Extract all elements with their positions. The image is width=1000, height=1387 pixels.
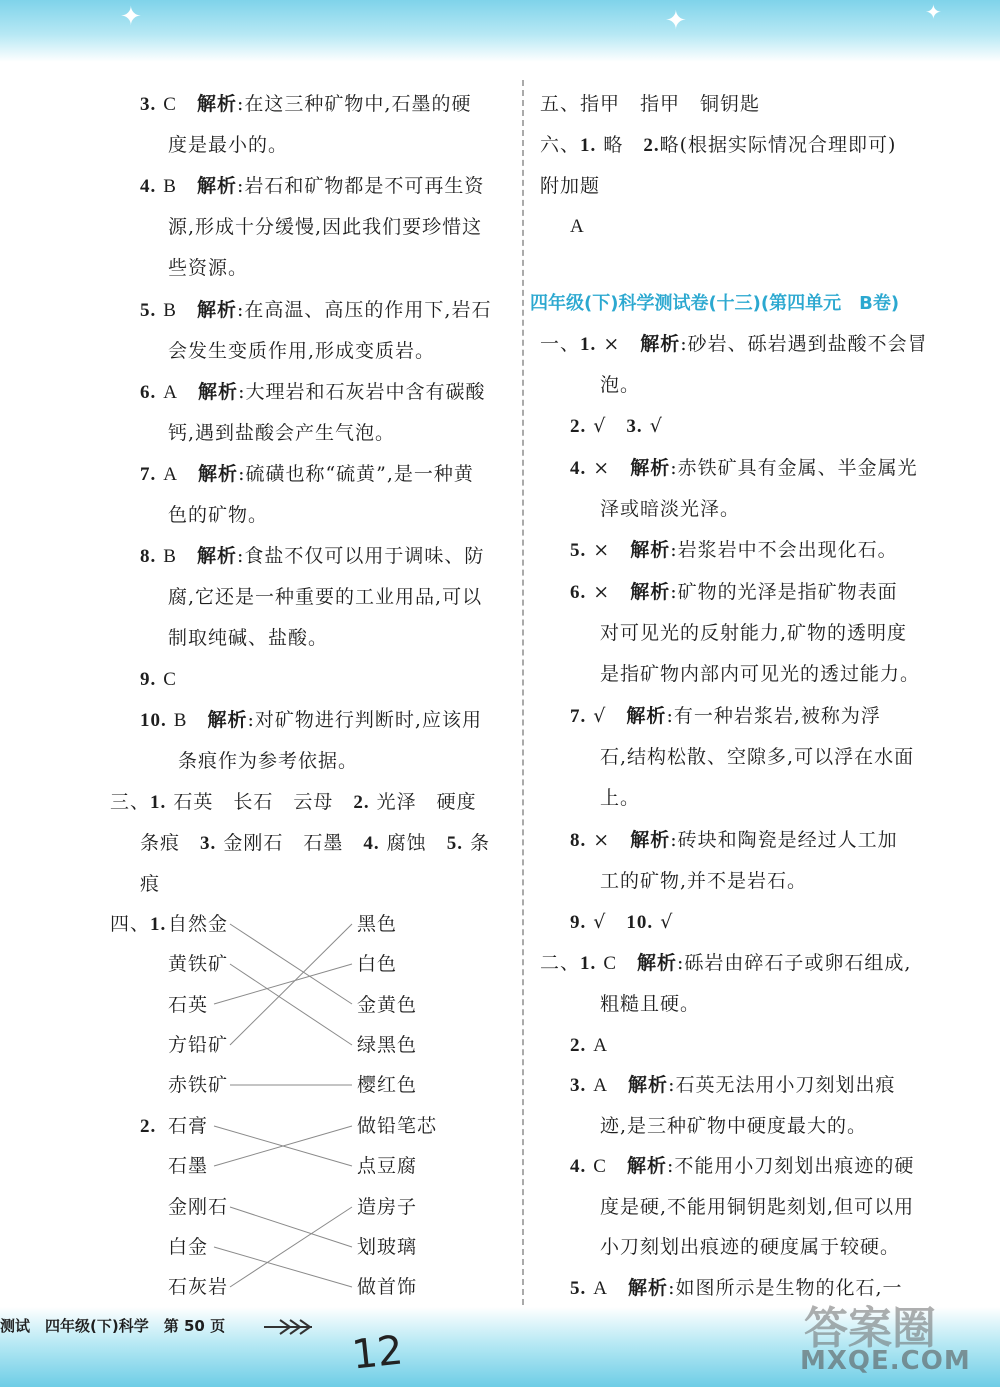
match2-right-4: 做首饰 bbox=[357, 1276, 418, 1298]
match-line bbox=[230, 1207, 352, 1247]
match1-right-0: 黑色 bbox=[357, 913, 398, 935]
s1-q1-cont: 泡。 bbox=[600, 374, 641, 396]
match2-left-3: 白金 bbox=[168, 1236, 209, 1258]
match-line bbox=[214, 964, 352, 1004]
match2-right-3: 划玻璃 bbox=[357, 1236, 418, 1258]
s2-q4-cont2: 小刀刻划出痕迹的硬度属于较硬。 bbox=[600, 1236, 901, 1258]
answer-q7: 7. A 解析:硫磺也称“硫黄”,是一种黄 bbox=[140, 463, 474, 485]
match2-left-1: 石墨 bbox=[168, 1155, 209, 1177]
s1-q7-cont: 石,结构松散、空隙多,可以浮在水面 bbox=[600, 746, 915, 768]
match1-right-2: 金黄色 bbox=[357, 994, 418, 1016]
section3-line3: 痕 bbox=[140, 873, 161, 895]
s1-q8: 8. × 解析:砖块和陶瓷是经过人工加 bbox=[570, 829, 898, 851]
section4-q2-label: 2. bbox=[140, 1116, 157, 1137]
match2-right-0: 做铅笔芯 bbox=[357, 1115, 438, 1137]
answer-q7-cont: 色的矿物。 bbox=[168, 504, 269, 526]
page-footer: 测试 四年级(下)科学 第 50 页 bbox=[0, 1317, 226, 1335]
watermark-title: 答案圈 bbox=[804, 1303, 936, 1354]
match1-left-1: 黄铁矿 bbox=[168, 953, 229, 975]
answer-q3: 3. C 解析:在这三种矿物中,石墨的硬 bbox=[140, 93, 472, 115]
answer-q10: 10. B 解析:对矿物进行判断时,应该用 bbox=[140, 709, 482, 731]
section3-line2: 条痕 3. 金刚石 石墨 4. 腐蚀 5. 条 bbox=[140, 832, 490, 854]
s2-q1-cont: 粗糙且硬。 bbox=[600, 993, 701, 1015]
sparkle-icon: ✦ bbox=[925, 0, 942, 24]
match-line bbox=[230, 1207, 352, 1287]
extra-answer: A bbox=[570, 216, 585, 237]
answer-q6: 6. A 解析:大理岩和石灰岩中含有碳酸 bbox=[140, 381, 486, 403]
handwritten-mark: 12 bbox=[349, 1327, 406, 1379]
match1-right-3: 绿黑色 bbox=[357, 1034, 418, 1056]
s1-q8-cont: 工的矿物,并不是岩石。 bbox=[600, 870, 808, 892]
page-number: 50 bbox=[183, 1317, 205, 1335]
match1-left-4: 赤铁矿 bbox=[168, 1074, 229, 1096]
s1-q1: 一、1. × 解析:砂岩、砾岩遇到盐酸不会冒 bbox=[540, 333, 928, 355]
s1-q5: 5. × 解析:岩浆岩中不会出现化石。 bbox=[570, 539, 898, 561]
extra-title: 附加题 bbox=[540, 175, 601, 197]
s2-q3: 3. A 解析:石英无法用小刀刻划出痕 bbox=[570, 1074, 896, 1096]
s1-q6: 6. × 解析:矿物的光泽是指矿物表面 bbox=[570, 581, 898, 603]
answer-q5-cont: 会发生变质作用,形成变质岩。 bbox=[168, 340, 436, 362]
match1-left-2: 石英 bbox=[168, 994, 209, 1016]
answer-q6-cont: 钙,遇到盐酸会产生气泡。 bbox=[168, 422, 396, 444]
sparkle-icon: ✦ bbox=[120, 2, 142, 32]
answer-q9: 9. C bbox=[140, 669, 177, 690]
s1-q6-cont: 对可见光的反射能力,矿物的透明度 bbox=[600, 622, 908, 644]
s1-q7-cont2: 上。 bbox=[600, 787, 641, 809]
match-line bbox=[230, 964, 352, 1045]
arrow-decoration-icon bbox=[262, 1316, 316, 1338]
match1-left-0: 自然金 bbox=[168, 913, 229, 935]
answer-q8-cont: 腐,它还是一种重要的工业用品,可以 bbox=[168, 586, 483, 608]
match-line bbox=[214, 1247, 352, 1287]
site-watermark bbox=[790, 1292, 995, 1380]
answer-q4-cont2: 些资源。 bbox=[168, 257, 249, 279]
answer-q8-cont2: 制取纯碱、盐酸。 bbox=[168, 627, 329, 649]
s2-q3-cont: 迹,是三种矿物中硬度最大的。 bbox=[600, 1115, 868, 1137]
answer-q10-cont: 条痕作为参考依据。 bbox=[178, 750, 359, 772]
answer-q4-cont: 源,形成十分缓慢,因此我们要珍惜这 bbox=[168, 216, 483, 238]
s1-q4-cont: 泽或暗淡光泽。 bbox=[600, 498, 741, 520]
s1-q6-cont2: 是指矿物内部内可见光的透过能力。 bbox=[600, 663, 921, 685]
s1-q9-q10: 9. √ 10. √ bbox=[570, 911, 674, 933]
s1-q2-q3: 2. √ 3. √ bbox=[570, 415, 663, 437]
section3-line1: 三、1. 石英 长石 云母 2. 光泽 硬度 bbox=[110, 791, 477, 813]
match2-right-2: 造房子 bbox=[357, 1196, 418, 1218]
s2-q5: 5. A 解析:如图所示是生物的化石,一 bbox=[570, 1277, 903, 1299]
test-heading: 四年级(下)科学测试卷(十三)(第四单元 B卷) bbox=[530, 293, 900, 314]
match2-left-4: 石灰岩 bbox=[168, 1276, 229, 1298]
watermark-url: MXQE.COM bbox=[800, 1346, 971, 1376]
match1-right-4: 樱红色 bbox=[357, 1074, 418, 1096]
match2-left-0: 石膏 bbox=[168, 1115, 209, 1137]
s2-q2: 2. A bbox=[570, 1035, 609, 1056]
s1-q7: 7. √ 解析:有一种岩浆岩,被称为浮 bbox=[570, 705, 881, 727]
s2-q1: 二、1. C 解析:砾岩由碎石子或卵石组成, bbox=[540, 952, 912, 974]
s2-q4-cont: 度是硬,不能用铜钥匙刻划,但可以用 bbox=[600, 1196, 915, 1218]
match-line bbox=[230, 924, 352, 1045]
section6-answer: 六、1. 略 2.略(根据实际情况合理即可) bbox=[540, 134, 897, 156]
s1-q4: 4. × 解析:赤铁矿具有金属、半金属光 bbox=[570, 457, 918, 479]
section4-label: 四、1. bbox=[110, 913, 167, 935]
section5-answer: 五、指甲 指甲 铜钥匙 bbox=[540, 93, 761, 115]
sparkle-icon: ✦ bbox=[665, 6, 687, 36]
s2-q4: 4. C 解析:不能用小刀刻划出痕迹的硬 bbox=[570, 1155, 915, 1177]
match1-right-1: 白色 bbox=[357, 953, 398, 975]
answer-q8: 8. B 解析:食盐不仅可以用于调味、防 bbox=[140, 545, 485, 567]
answer-q3-cont: 度是最小的。 bbox=[168, 134, 289, 156]
match-line bbox=[230, 924, 352, 1004]
match2-left-2: 金刚石 bbox=[168, 1196, 229, 1218]
answer-q4: 4. B 解析:岩石和矿物都是不可再生资 bbox=[140, 175, 485, 197]
answer-q5: 5. B 解析:在高温、高压的作用下,岩石 bbox=[140, 299, 492, 321]
match2-right-1: 点豆腐 bbox=[357, 1155, 418, 1177]
match1-left-3: 方铅矿 bbox=[168, 1034, 229, 1056]
